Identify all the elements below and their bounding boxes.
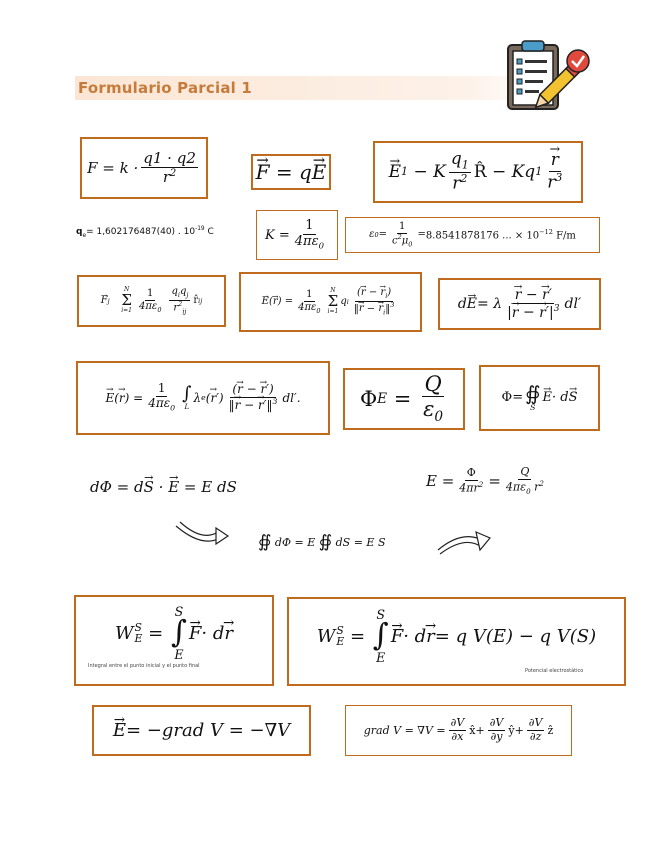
line-charge-field-box: d → E = λ → $\frac{r - \to r'}{|\to r - \to r'|^3}$ dl′: [438, 278, 601, 330]
flux-element-equation: dΦ = d→ S · → E = E dS: [90, 478, 237, 496]
line-integral-field-box: → E ( → r ) = $\frac{1}{4\pi\varepsilon_0}$ ∫ L λ e ( → r ′) $\frac{(\to r - \to r')}{‖\to r - \to r'‖^3}$ dl′.: [76, 361, 330, 435]
elementary-charge: $q_e= 1,602176487(40)$ . $10^{-19}$ C: [76, 226, 214, 239]
field-sum-box: → E ( → r ) = $\frac{1}{4\pi\varepsilon_0}$ N Σ i=1 q i $\frac{(\to r - \to r_i)}{‖\to r - \to r_i‖^3}$: [239, 272, 422, 332]
gradient-field-box: → E = −grad V = −∇V: [92, 705, 311, 756]
work-definition-box: W S E = S ∫ E → F · d → r Integral entre el punto inicial y el punto final: [74, 595, 274, 686]
flux-definition-box: Φ E = $\frac{Q}{\varepsilon_0}$: [343, 368, 465, 430]
electric-force-box: → F = q → E: [251, 154, 331, 190]
curved-arrow-left-icon: [172, 518, 232, 552]
gradient-definition-box: grad V = ∇V = $\frac{\partial V}{\partial x}$ x̂ + $\frac{\partial V}{\partial y}$ ŷ + $\frac{\partial V}{\partial z}$ ẑ: [345, 705, 572, 756]
curved-arrow-right-icon: [434, 524, 494, 558]
coulomb-law-box: F = k · $\frac{q1 \cdot q2}{r^2}$: [80, 137, 208, 199]
gauss-law-equation: ∯ dΦ = E ∯ dS = E S: [258, 532, 386, 552]
permittivity-box: ε 0 = $\frac{1}{c^2\mu_0}$ = 8.8541878176 ... × $10^{-12}$ F/m: [345, 217, 600, 253]
work-note: Integral entre el punto inicial y el punto final: [88, 663, 200, 669]
page-title: Formulario Parcial 1: [75, 76, 557, 100]
potential-work-box: W S E = S ∫ E → F · d → r = q V(E) − q V(S) Potencial electrostático: [287, 597, 626, 686]
point-charge-field-equation: E = $\frac{\Phi}{4\pi r^2}$ = $\frac{Q}{4\pi\varepsilon_0 r^2}$: [426, 465, 544, 496]
flux-integral-box: Φ = ∯ S → E · d → S: [479, 365, 600, 431]
clipboard-pencil-icon: [502, 39, 590, 113]
force-sum-box: → F j N Σ i=1 $\frac{1}{4\pi\varepsilon_0}$ $\frac{q_iq_j}{r^2_{ij}}$ r̂ ij: [77, 275, 226, 327]
field-superposition-box: → E 1 − K $\frac{q_1}{r^2}$ R̂ − Kq 1 → $\frac{r}{r^3}$: [373, 141, 583, 203]
coulomb-constant-box: K = $\frac{1}{4\pi\varepsilon_0}$: [256, 210, 338, 260]
potential-note: Potencial electrostático: [525, 668, 584, 674]
